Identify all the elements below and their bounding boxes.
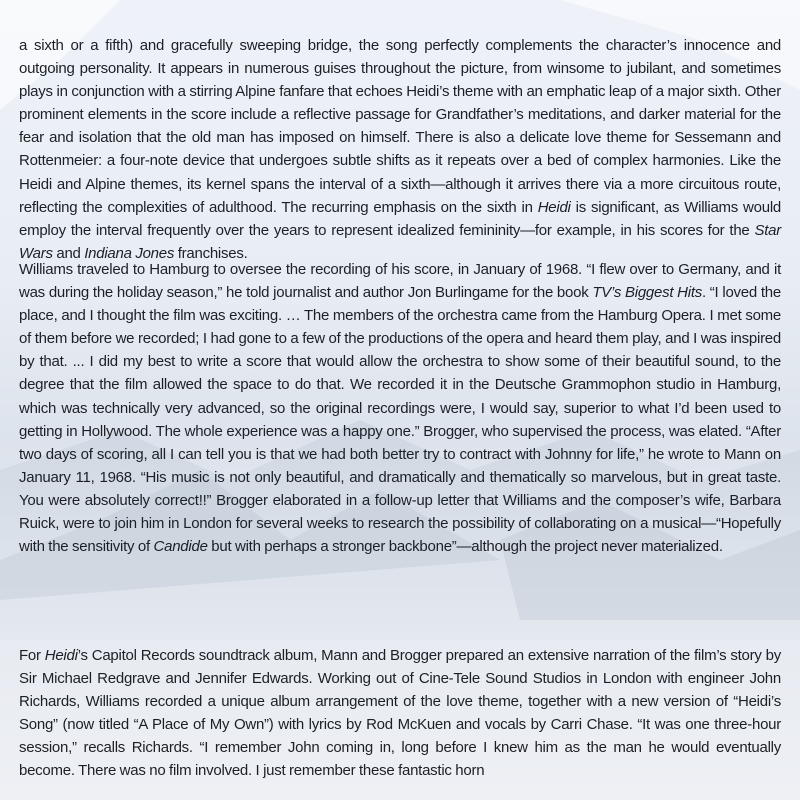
text-run: a sixth or a fifth) and gracefully sweeping bridge, the song perfectly complements the character’s innocence and outgoing personality. It appears in numerous guises throughout the picture, from winsome to jubilant, and sometimes plays in conjunction with a stirring Alpine fanfare that echoes Heidi’s theme with an emphatic leap of a major sixth. Other prominent elements in the score include a reflective passage for Grandfather’s meditations, and darker material for the fear and isolation that the old man has imposed on himself. There is also a delicate love theme for Sessemann and Rottenmeier: a four-note device that undergoes subtle shifts as it repeats over a bed of complex harmonies. Like the Heidi and Alpine themes, its kernel spans the interval of a sixth—although it arrives there via a more circuitous route, reflecting the complexities of adulthood. The recurring emphasis on the sixth in — [19, 37, 781, 216]
text-run: is significant, as Williams would employ the interval frequently over the years to represent idealized femininity—for example, in his scores for the — [19, 198, 781, 239]
italic-title: Heidi — [44, 647, 78, 664]
text-run: but with perhaps a stronger backbone”—although the project never materialized. — [207, 538, 723, 556]
text-run: Williams traveled to Hamburg to oversee the recording of his score, in January of 1968. “I flew over to Germany, and it was during the holiday season,” he told journalist and author Jon Burlingame for the book — [19, 261, 781, 302]
paragraph — [19, 34, 781, 265]
italic-title: Indiana Jones — [84, 244, 175, 262]
italic-title: Heidi — [537, 198, 571, 216]
text-run: and — [52, 244, 85, 262]
italic-title: Star Wars — [19, 221, 781, 262]
text-run: For — [19, 647, 45, 664]
paragraph — [19, 258, 781, 558]
italic-title: Candide — [153, 538, 208, 556]
text-run: franchises. — [174, 244, 248, 262]
text-run: ’s Capitol Records soundtrack album, Mann and Brogger prepared an extensive narration of the film’s story by Sir Michael Redgrave and Jennifer Edwards. Working out of Cine-Tele Sound Studios in London with engineer John Richards, Williams recorded a unique album arrangement of the love theme, together with a new version of “Heidi’s Song” (now titled “A Place of My Own”) with lyrics by Rod McKuen and vocals by Carri Chase. “It was one three-hour session,” recalls Richards. “I remember John coming in, long before I knew him as the man he would eventually become. There was no film involved. I just remember these fantastic horn — [19, 647, 781, 780]
italic-title: TV’s Biggest Hits — [592, 284, 702, 302]
paragraph — [19, 644, 781, 783]
text-run: . “I loved the place, and I thought the film was exciting. … The members of the orchestra came from the Hamburg Opera. I met some of them before we recorded; I had gone to a few of the productions of the opera and heard them play, and I was inspired by that. ... I did my best to write a score that would allow the orchestra to show some of their beautiful sound, to the degree that the film allowed the space to do that. We recorded it in the Deutsche Grammophon studio in Hamburg, which was technically very advanced, so the original recordings were, I would say, superior to what I’d been used to getting in Hollywood. The whole experience was a happy one.” Brogger, who supervised the process, was elated. “After two days of scoring, all I can tell you is that we had both better try to contract with Johnny for life,” he wrote to Mann on January 11, 1968. “His music is not only beautiful, and dramatically and thematically so marvelous, but in great taste. You were absolutely correct!!” Brogger elaborated in a follow-up letter that Williams and the composer’s wife, Barbara Ruick, were to join him in London for several weeks to research the possibility of collaborating on a musical—“Hopefully with the sensitivity of — [19, 284, 781, 556]
